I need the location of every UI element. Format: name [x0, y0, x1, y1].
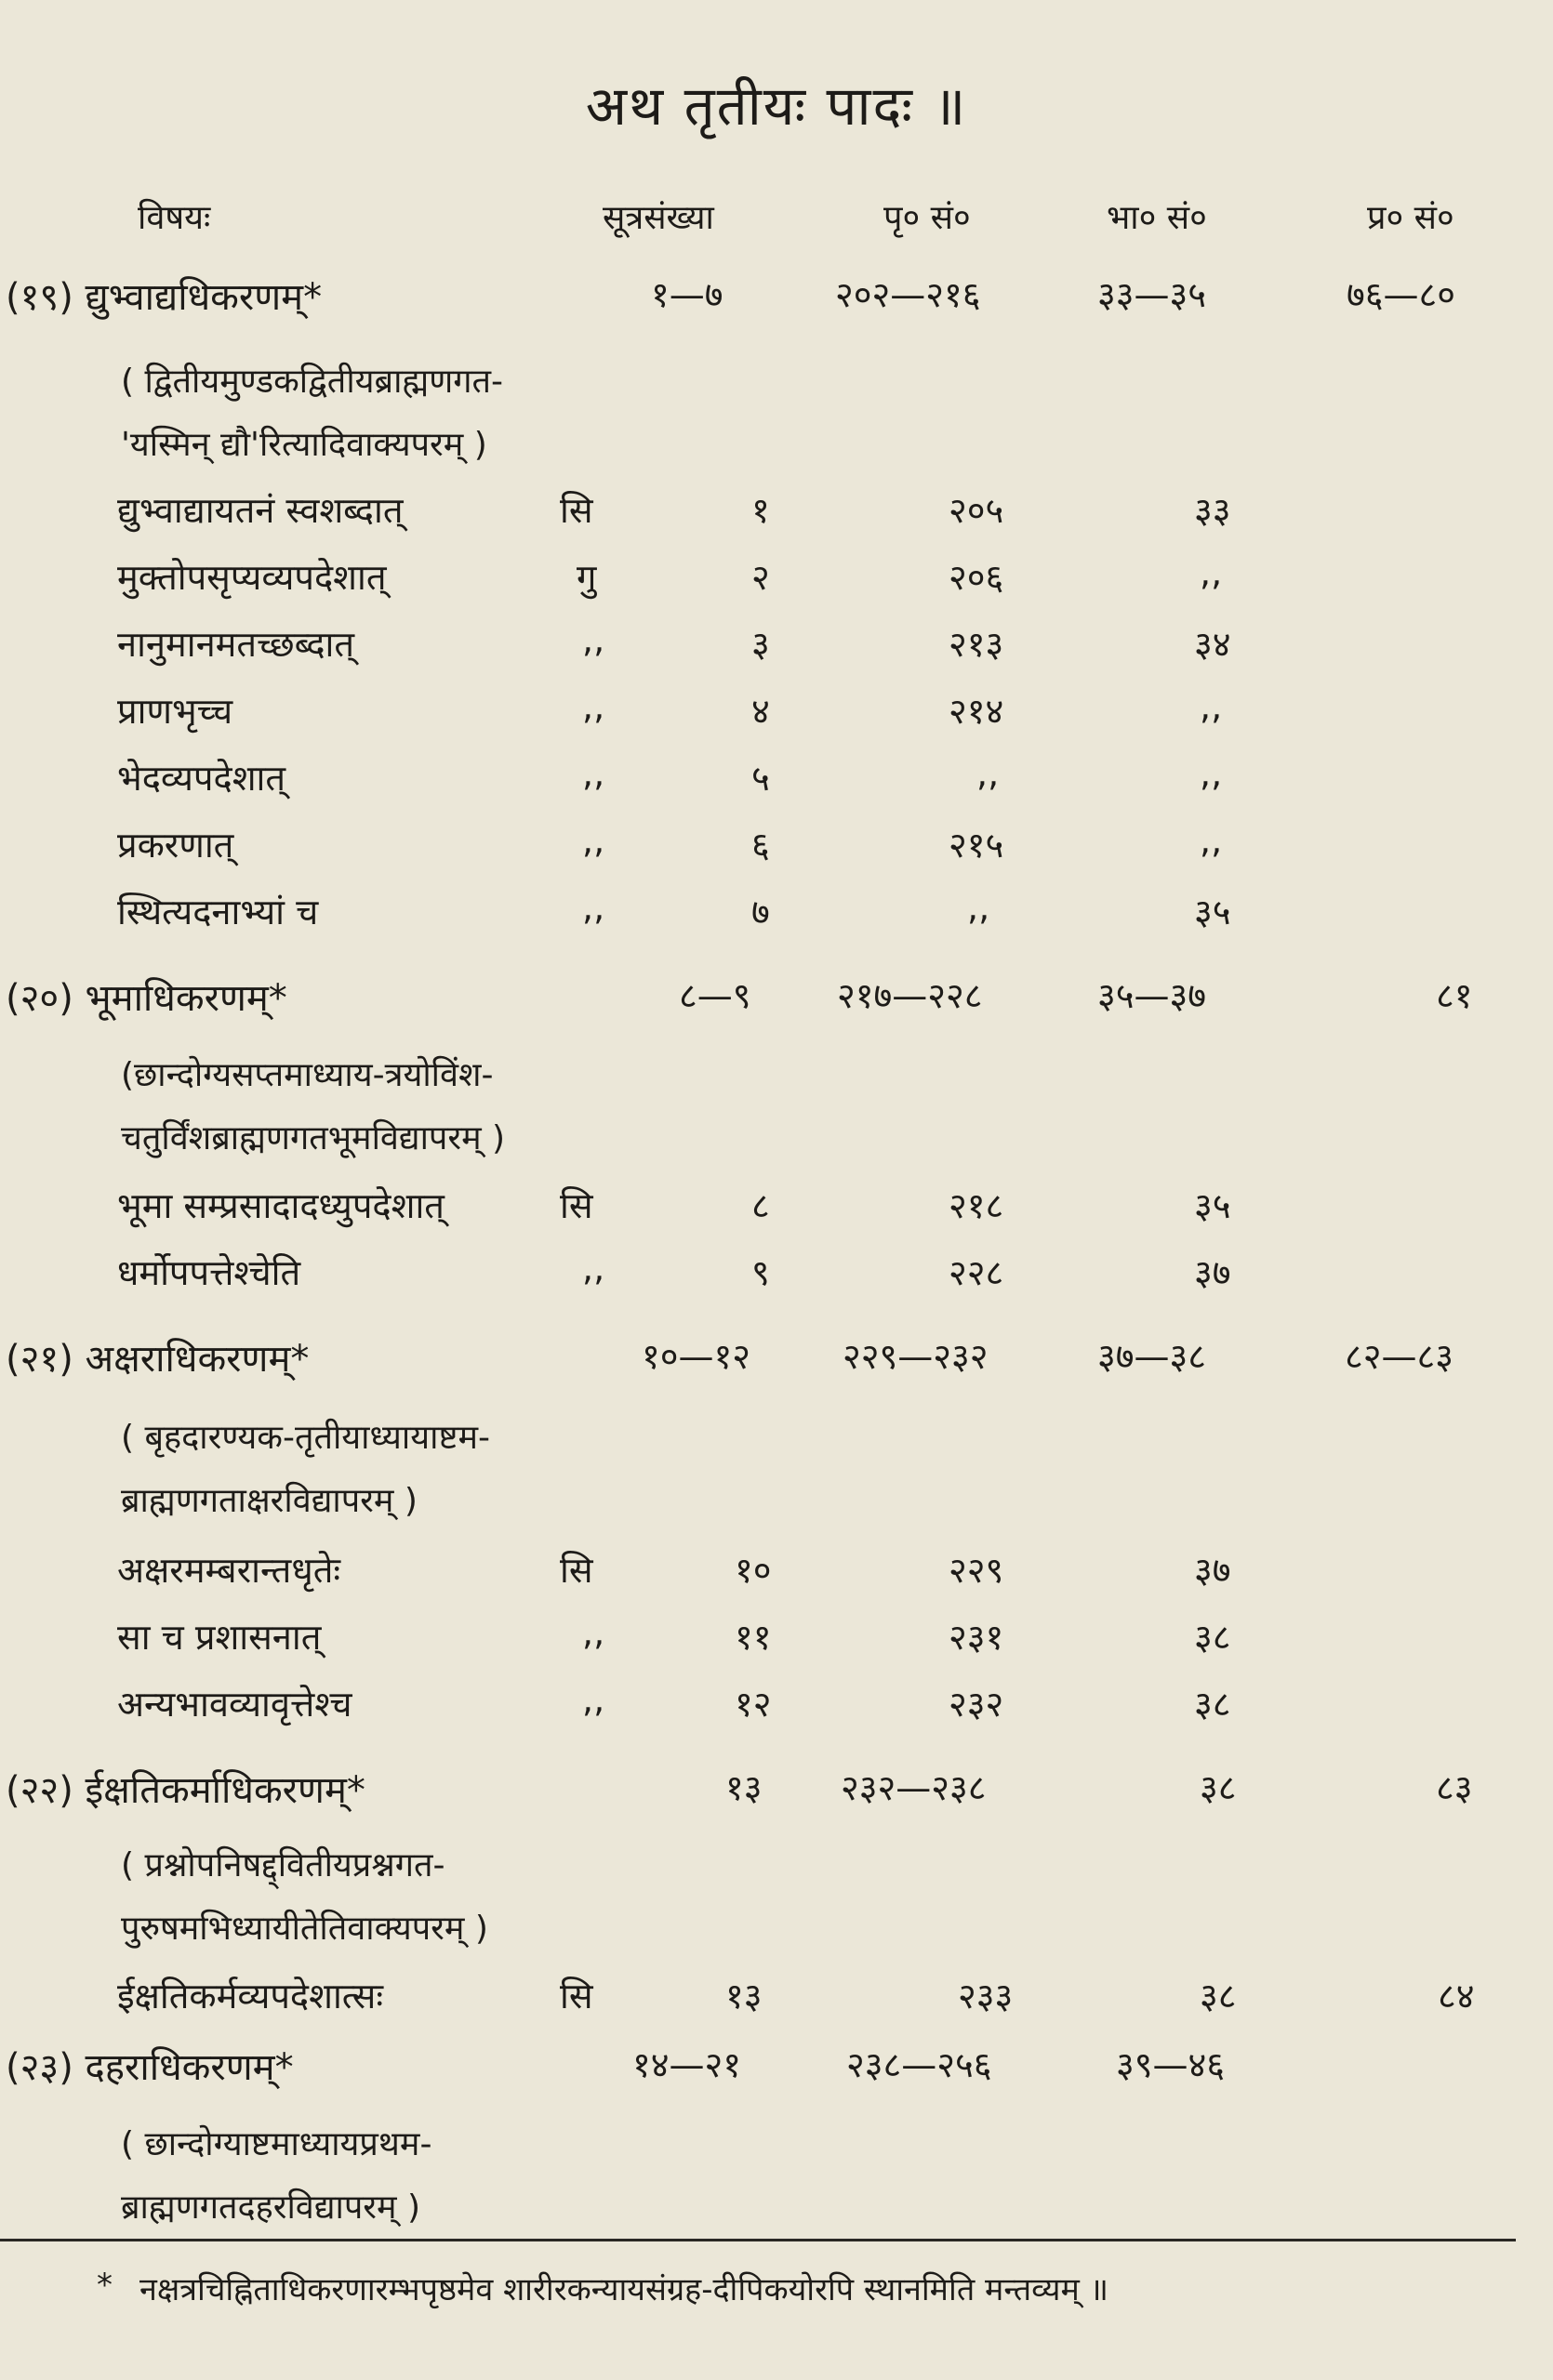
section-page-range: २०२—२१६ — [835, 274, 981, 315]
section-heading: (२०) भूमाधिकरणम्* — [6, 977, 287, 1020]
sutra-number: ६ — [751, 825, 770, 866]
sutra-text: मुक्तोपसृप्यव्यपदेशात् — [117, 557, 387, 598]
sutra-number: ७ — [751, 892, 770, 932]
sutra-mark: सि — [560, 1976, 593, 2016]
sutra-bhag: ३५ — [1194, 1185, 1231, 1226]
sutra-bhag: ,, — [1200, 552, 1223, 593]
header-bhag-number: भा० सं० — [1107, 199, 1207, 237]
section-sutra-range: १३ — [725, 1767, 763, 1808]
sutra-page: २१४ — [949, 691, 1004, 732]
section-description: 'यस्मिन् द्यौ'रित्यादिवाक्यपरम् ) — [121, 426, 487, 464]
sutra-number: ५ — [751, 758, 770, 799]
sutra-mark: ,, — [582, 1612, 605, 1653]
section-heading: (२१) अक्षराधिकरणम्* — [6, 1338, 310, 1381]
section-bhag-range: ३९—४६ — [1116, 2044, 1226, 2085]
section-heading: (२२) ईक्षतिकर्माधिकरणम्* — [6, 1769, 365, 1812]
section-pra-range: ८२—८३ — [1345, 1336, 1454, 1377]
section-description: पुरुषमभिध्यायीतेतिवाक्यपरम् ) — [121, 1910, 488, 1948]
sutra-number: ९ — [751, 1252, 770, 1293]
sutra-bhag: ,, — [1200, 753, 1223, 794]
section-sutra-range: १—७ — [651, 274, 723, 315]
sutra-page: २३२ — [949, 1684, 1004, 1725]
section-bhag-range: ३३—३५ — [1097, 274, 1207, 315]
sutra-text: धर्मोपपत्तेश्चेति — [117, 1252, 301, 1293]
sutra-number: १० — [735, 1550, 772, 1591]
sutra-text: भूमा सम्प्रसादादध्युपदेशात् — [117, 1185, 445, 1226]
header-sutra-number: सूत्रसंख्या — [603, 199, 714, 237]
sutra-text: भेदव्यपदेशात् — [117, 758, 286, 799]
sutra-number: १२ — [735, 1684, 772, 1725]
section-description: ब्राह्मणगताक्षरविद्यापरम् ) — [121, 1482, 418, 1520]
page-title: अथ तृतीयः पादः ॥ — [585, 74, 968, 138]
section-description: ( द्वितीयमुण्डकद्वितीयब्राह्मणगत- — [121, 363, 504, 401]
sutra-mark: ,, — [582, 753, 605, 794]
sutra-mark: सि — [560, 1550, 593, 1591]
sutra-number: २ — [751, 557, 770, 598]
sutra-number: ३ — [751, 624, 770, 665]
section-page-range: २३८—२५६ — [846, 2044, 992, 2085]
sutra-page: ,, — [976, 753, 1000, 794]
sutra-text: अन्यभावव्यावृत्तेश्च — [117, 1684, 352, 1725]
sutra-bhag: ३४ — [1194, 624, 1231, 665]
sutra-page: २२९ — [949, 1550, 1004, 1591]
sutra-number: ८ — [751, 1185, 770, 1226]
sutra-page: २१३ — [949, 624, 1004, 665]
sutra-mark: सि — [560, 1185, 593, 1226]
sutra-mark: ,, — [582, 1679, 605, 1720]
sutra-mark: ,, — [582, 686, 605, 727]
sutra-page: ,, — [967, 887, 990, 928]
sutra-mark: ,, — [582, 887, 605, 928]
sutra-bhag: ३८ — [1194, 1684, 1231, 1725]
sutra-page: २३३ — [958, 1976, 1014, 2016]
section-description: ब्राह्मणगतदहरविद्यापरम् ) — [121, 2188, 421, 2227]
sutra-bhag: ,, — [1200, 820, 1223, 861]
sutra-mark: ,, — [582, 1248, 605, 1289]
sutra-bhag: ३८ — [1194, 1617, 1231, 1658]
section-page-range: २१७—२२८ — [837, 975, 983, 1016]
header-subject: विषयः — [138, 199, 211, 237]
sutra-mark: ,, — [582, 619, 605, 660]
section-sutra-range: १०—१२ — [642, 1336, 751, 1377]
section-bhag-range: ३५—३७ — [1097, 975, 1207, 1016]
section-pra-range: ८३ — [1436, 1767, 1473, 1808]
sutra-text: अक्षरमम्बरान्तधृतेः — [117, 1550, 341, 1591]
section-description: (छान्दोग्यसप्तमाध्याय-त्रयोविंश- — [121, 1056, 494, 1094]
sutra-number: ११ — [735, 1617, 772, 1658]
sutra-page: २०६ — [949, 557, 1004, 598]
sutra-text: प्राणभृच्च — [117, 691, 233, 732]
sutra-page: २०५ — [949, 490, 1004, 531]
footnote-divider — [0, 2239, 1516, 2241]
section-heading: (१९) द्युभ्वाद्यधिकरणम्* — [6, 276, 323, 319]
sutra-text: नानुमानमतच्छब्दात् — [117, 624, 355, 665]
sutra-mark: सि — [560, 490, 593, 531]
sutra-bhag: ३८ — [1200, 1976, 1237, 2016]
sutra-page: २३१ — [949, 1617, 1004, 1658]
sutra-number: १३ — [725, 1976, 763, 2016]
section-pra-range: ७६—८० — [1347, 274, 1456, 315]
sutra-bhag: ३३ — [1194, 490, 1231, 531]
sutra-bhag: ३५ — [1194, 892, 1231, 932]
footnote-text: नक्षत्रचिह्निताधिकरणारम्भपृष्ठमेव शारीरकन्यायसंग्रह-दीपिकयोरपि स्थानमिति मन्तव्यम् ॥ — [139, 2271, 1109, 2308]
sutra-mark: ,, — [582, 820, 605, 861]
header-pra-number: प्र० सं० — [1367, 199, 1454, 237]
sutra-number: १ — [751, 490, 770, 531]
sutra-text: ईक्षतिकर्मव्यपदेशात्सः — [117, 1976, 384, 2016]
section-bhag-range: ३७—३८ — [1097, 1336, 1207, 1377]
sutra-mark: गु — [577, 557, 597, 598]
sutra-pra: ८४ — [1438, 1976, 1475, 2016]
sutra-bhag: ३७ — [1194, 1252, 1231, 1293]
sutra-page: २२८ — [949, 1252, 1004, 1293]
section-pra-range: ८१ — [1436, 975, 1473, 1016]
sutra-text: प्रकरणात् — [117, 825, 234, 866]
sutra-bhag: ,, — [1200, 686, 1223, 727]
footnote-star: * — [97, 2267, 113, 2304]
sutra-page: २१५ — [949, 825, 1004, 866]
header-page-number: पृ० सं० — [883, 199, 971, 237]
sutra-page: २१८ — [949, 1185, 1004, 1226]
section-page-range: २२९—२३२ — [843, 1336, 989, 1377]
section-description: ( प्रश्नोपनिषद्द्वितीयप्रश्नगत- — [121, 1846, 445, 1884]
sutra-text: सा च प्रशासनात् — [117, 1617, 322, 1658]
section-sutra-range: १४—२१ — [632, 2044, 742, 2085]
section-description: ( बृहदारण्यक-तृतीयाध्यायाष्टम- — [121, 1419, 490, 1457]
section-description: चतुर्विंशब्राह्मणगतभूमविद्यापरम् ) — [121, 1119, 506, 1157]
section-bhag-range: ३८ — [1200, 1767, 1237, 1808]
sutra-text: द्युभ्वाद्यायतनं स्वशब्दात् — [117, 490, 404, 531]
sutra-number: ४ — [751, 691, 770, 732]
section-description: ( छान्दोग्याष्टमाध्यायप्रथम- — [121, 2125, 432, 2163]
section-heading: (२३) दहराधिकरणम्* — [6, 2046, 294, 2089]
section-sutra-range: ८—९ — [679, 975, 751, 1016]
sutra-bhag: ३७ — [1194, 1550, 1231, 1591]
section-page-range: २३२—२३८ — [841, 1767, 987, 1808]
sutra-text: स्थित्यदनाभ्यां च — [117, 892, 319, 932]
